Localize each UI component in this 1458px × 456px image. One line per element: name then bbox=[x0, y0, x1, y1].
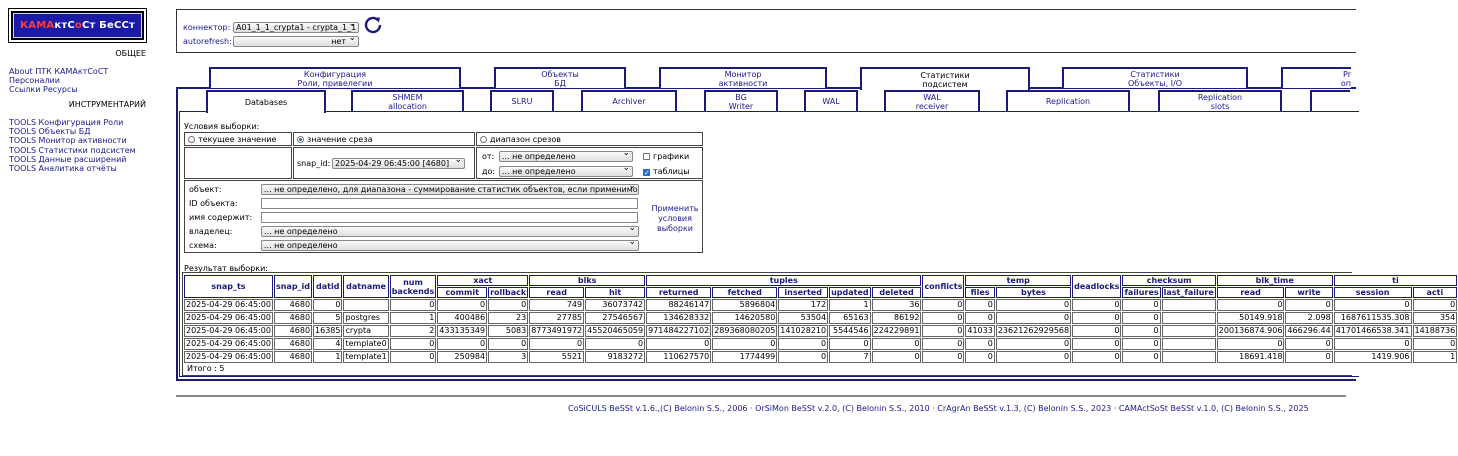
sidebar-link-about[interactable]: About ПТК КАМАктСоСТ bbox=[9, 67, 109, 76]
name-contains-label: имя содержит: bbox=[189, 213, 253, 222]
table-cell: 2025-04-29 06:45:00 bbox=[186, 300, 271, 309]
table-cell: 400486 bbox=[437, 312, 487, 324]
table-cell: 0 bbox=[1334, 299, 1412, 311]
table-cell: 0 bbox=[390, 338, 437, 350]
table-cell: 1 bbox=[1413, 351, 1458, 363]
tables-label: таблицы bbox=[653, 167, 690, 176]
table-cell: 0 bbox=[965, 299, 994, 311]
table-cell: 0 bbox=[922, 325, 964, 337]
table-cell: 0 bbox=[922, 299, 964, 311]
group-ti: ti bbox=[1334, 275, 1458, 286]
logo-text-1: КАМА bbox=[19, 20, 55, 31]
table-cell: 41701466538.341 bbox=[1335, 326, 1410, 335]
table-cell: 971484227102 bbox=[648, 326, 710, 335]
table-cell: 2025-04-29 06:45:00 bbox=[186, 352, 271, 361]
filters-box bbox=[184, 180, 703, 253]
table-cell: 354 bbox=[1413, 312, 1458, 324]
sidebar-heading-general: ОБЩЕЕ bbox=[115, 49, 146, 58]
table-cell: 0 bbox=[1122, 325, 1160, 337]
table-cell: 250984 bbox=[437, 351, 487, 363]
table-cell: 2025-04-29 06:45:00 bbox=[186, 339, 271, 348]
object-select[interactable]: ... не определено, для диапазона - суммирование статистик объектов, если применимо ⌄ bbox=[261, 184, 639, 195]
table-cell bbox=[343, 299, 388, 311]
table-cell: 0 bbox=[437, 299, 487, 311]
sidebar-heading-tools: ИНСТРУМЕНТАРИЙ bbox=[68, 100, 146, 109]
table-cell: 2.098 bbox=[1285, 312, 1332, 324]
table-cell bbox=[1162, 312, 1216, 324]
col-datname[interactable]: datname bbox=[343, 275, 388, 298]
tab-configuration[interactable]: Конфигурация Роли, привелегии bbox=[209, 67, 461, 88]
radio-range-icon[interactable] bbox=[480, 136, 487, 143]
table-cell: 0 bbox=[488, 299, 528, 311]
col-inserted[interactable]: inserted bbox=[778, 287, 828, 298]
tab-bg-writer[interactable]: BG Writer bbox=[704, 90, 778, 111]
table-cell: 4680 bbox=[274, 338, 312, 350]
table-cell: 0 bbox=[872, 338, 922, 350]
objid-input[interactable] bbox=[261, 198, 638, 209]
from-label: от: bbox=[482, 152, 495, 161]
object-label: объект: bbox=[189, 185, 222, 194]
table-cell: 36073742 bbox=[585, 299, 645, 311]
sidebar-general-links bbox=[9, 67, 169, 95]
snap-label: snap_id: bbox=[297, 159, 331, 168]
table-cell: 4680 bbox=[274, 299, 312, 311]
autorefresh-select[interactable]: нет ⌄ bbox=[233, 36, 359, 47]
col-blks-read[interactable]: read bbox=[529, 287, 584, 298]
table-cell: 27785 bbox=[529, 312, 584, 324]
tab-activity-monitor[interactable]: Монитор активности bbox=[659, 67, 827, 88]
table-cell bbox=[1162, 338, 1216, 350]
table-cell: template1 bbox=[345, 352, 387, 361]
conditions-title: Условия выборки: bbox=[184, 122, 260, 131]
owner-select[interactable]: ... не определено ⌄ bbox=[261, 226, 639, 237]
table-cell: 88246147 bbox=[646, 299, 711, 311]
table-cell: 0 bbox=[488, 338, 528, 350]
group-blks: blks bbox=[529, 275, 645, 286]
range-cell bbox=[476, 147, 703, 179]
table-cell: 4 bbox=[313, 338, 342, 350]
col-rollback[interactable]: rollback bbox=[490, 288, 527, 297]
table-cell: 4680 bbox=[274, 351, 312, 363]
radio-snapshot-icon[interactable] bbox=[297, 136, 304, 143]
table-cell: 0 bbox=[1122, 351, 1160, 363]
table-cell: 0 bbox=[390, 351, 437, 363]
group-tuples: tuples bbox=[646, 275, 921, 286]
sidebar-link-db-objects[interactable]: TOOLS Объекты БД bbox=[9, 127, 91, 137]
table-cell: 5521 bbox=[529, 351, 584, 363]
table-cell: 1774499 bbox=[712, 351, 777, 363]
tab-subsystem-stats[interactable]: Статистики подсистем bbox=[860, 67, 1030, 90]
sidebar-link-extension-data[interactable]: TOOLS Данные расширений bbox=[9, 154, 127, 164]
table-cell: postgres bbox=[343, 312, 388, 324]
sidebar-link-resources[interactable]: Ссылки Ресурсы bbox=[9, 85, 78, 95]
col-snap-ts[interactable]: snap_ts bbox=[184, 275, 273, 298]
tab-wal-receiver[interactable]: WAL receiver bbox=[884, 90, 980, 111]
connector-panel bbox=[176, 9, 1356, 53]
col-num-backends[interactable]: num backends bbox=[390, 275, 437, 298]
table-cell: 0 bbox=[965, 338, 994, 350]
table-cell: 8773491972 bbox=[531, 326, 583, 335]
table-cell: 433135349 bbox=[439, 326, 486, 335]
table-cell: 65163 bbox=[829, 312, 871, 324]
table-row bbox=[184, 338, 1457, 350]
to-label: до: bbox=[482, 167, 496, 176]
table-cell: 0 bbox=[313, 299, 342, 311]
app-logo[interactable] bbox=[9, 9, 146, 42]
table-cell: 0 bbox=[1122, 312, 1160, 324]
table-cell: 749 bbox=[529, 299, 584, 311]
table-cell: 0 bbox=[437, 338, 487, 350]
table-cell: 0 bbox=[778, 351, 828, 363]
table-cell: 45520465059 bbox=[587, 326, 644, 335]
table-cell: 5544546 bbox=[829, 325, 871, 337]
table-cell: 0 bbox=[1285, 351, 1332, 363]
table-cell: 0 bbox=[585, 338, 645, 350]
table-cell: 0 bbox=[712, 338, 777, 350]
radio-current-box[interactable] bbox=[184, 132, 292, 146]
autorefresh-label: autorefresh: bbox=[183, 37, 232, 46]
table-cell: 0 bbox=[996, 312, 1071, 324]
table-row bbox=[184, 312, 1457, 324]
table-row bbox=[184, 351, 1457, 363]
table-cell: 0 bbox=[965, 312, 994, 324]
table-cell: 1687611535.308 bbox=[1334, 312, 1412, 324]
table-row bbox=[184, 325, 1457, 337]
graphs-label: графики bbox=[653, 152, 690, 161]
sidebar-link-analytics-reports[interactable]: TOOLS Аналитика отчёты bbox=[9, 164, 117, 174]
table-cell: 23621262929568 bbox=[997, 326, 1070, 335]
table-cell: 1 bbox=[313, 351, 342, 363]
result-total: Итого : 5 bbox=[187, 364, 225, 373]
table-cell: 2025-04-29 06:45:00 bbox=[186, 313, 271, 322]
table-cell: 2025-04-29 06:45:00 bbox=[186, 326, 271, 335]
apply-conditions-button[interactable]: Применить условия выборки bbox=[651, 204, 699, 233]
col-temp-bytes[interactable]: bytes bbox=[996, 287, 1071, 298]
col-returned[interactable]: returned bbox=[646, 287, 711, 298]
tab-truncated[interactable] bbox=[1310, 90, 1350, 111]
table-cell: 0 bbox=[1122, 338, 1160, 350]
table-row bbox=[184, 299, 1457, 311]
from-select[interactable]: ... не определено ⌄ bbox=[499, 151, 633, 162]
table-cell: 1419.906 bbox=[1334, 351, 1412, 363]
tab-slru[interactable]: SLRU bbox=[490, 90, 554, 111]
table-cell: 200136874.906 bbox=[1218, 326, 1283, 335]
table-cell: 0 bbox=[646, 338, 711, 350]
table-cell: 2 bbox=[390, 325, 437, 337]
schema-label: схема: bbox=[189, 241, 217, 250]
sidebar-tools-links bbox=[9, 118, 169, 173]
table-cell: 7 bbox=[829, 351, 871, 363]
col-active[interactable]: acti bbox=[1413, 287, 1458, 298]
col-fetched[interactable]: fetched bbox=[712, 287, 777, 298]
table-cell: 14188736 bbox=[1414, 326, 1456, 335]
table-cell: 0 bbox=[872, 351, 922, 363]
table-cell: 0 bbox=[996, 338, 1071, 350]
to-select[interactable]: ... не определено ⌄ bbox=[499, 166, 633, 177]
table-cell bbox=[1162, 325, 1216, 337]
tab-replication-slots[interactable]: Replication slots bbox=[1158, 90, 1282, 111]
radio-snapshot-box[interactable] bbox=[293, 132, 475, 146]
col-deadlocks[interactable]: deadlocks bbox=[1072, 275, 1121, 298]
connector-select[interactable]: A01_1_1_crypta1 - crypta_1_1 ⌄ bbox=[233, 22, 359, 33]
footer-divider bbox=[176, 395, 1346, 397]
tab-pr-truncated[interactable]: Pr оп bbox=[1281, 67, 1351, 88]
col-temp-files[interactable]: files bbox=[965, 287, 994, 298]
refresh-icon[interactable] bbox=[362, 14, 384, 36]
table-cell: 4680 bbox=[274, 312, 312, 324]
table-cell: 0 bbox=[922, 338, 964, 350]
table-cell: 1 bbox=[390, 312, 437, 324]
table-cell: 0 bbox=[1285, 338, 1332, 350]
schema-select[interactable]: ... не определено ⌄ bbox=[261, 240, 639, 251]
tab-shmem-allocation[interactable]: SHMEM allocation bbox=[351, 90, 464, 111]
table-cell: template0 bbox=[345, 339, 387, 348]
table-cell: 50149.918 bbox=[1217, 312, 1285, 324]
table-cell: 36 bbox=[872, 299, 922, 311]
sidebar-link-persons[interactable]: Персоналии bbox=[9, 76, 60, 86]
col-datid[interactable]: datid bbox=[313, 275, 342, 298]
col-conflicts[interactable]: conflicts bbox=[922, 275, 964, 298]
radio-current-label: текущее значение bbox=[198, 135, 277, 144]
logo-text-3: о bbox=[74, 20, 82, 31]
sidebar-link-config-roles[interactable]: TOOLS Конфигурация Роли bbox=[9, 118, 124, 127]
tables-checkbox[interactable]: ✓ bbox=[644, 169, 650, 177]
tab-databases[interactable]: Databases bbox=[206, 90, 326, 113]
table-cell: 0 bbox=[778, 338, 828, 350]
result-table bbox=[183, 274, 1458, 364]
sidebar-link-activity-monitor[interactable]: TOOLS Монитор активности bbox=[9, 136, 127, 146]
objid-label: ID объекта: bbox=[189, 199, 238, 208]
table-cell: 172 bbox=[778, 299, 828, 311]
table-cell bbox=[1162, 351, 1216, 363]
col-snap-id[interactable]: snap_id bbox=[274, 275, 312, 298]
table-cell: 0 bbox=[1122, 299, 1160, 311]
sidebar-link-subsystem-stats[interactable]: TOOLS Статистики подсистем bbox=[9, 145, 136, 155]
snap-id-select[interactable]: 2025-04-29 06:45:00 [4680] ⌄ bbox=[332, 158, 465, 169]
table-cell: 4680 bbox=[274, 325, 312, 337]
table-cell: 1 bbox=[829, 299, 871, 311]
col-updated[interactable]: updated bbox=[831, 288, 869, 297]
table-cell: 0 bbox=[1072, 325, 1121, 337]
table-cell: 0 bbox=[965, 351, 994, 363]
logo-text-4: Ст БеССт bbox=[81, 20, 136, 31]
table-cell: 289368080205 bbox=[714, 326, 776, 335]
logo-text-2: ктС bbox=[54, 20, 75, 31]
col-blk-read-time[interactable]: read bbox=[1217, 287, 1285, 298]
table-cell: 141028210 bbox=[780, 326, 827, 335]
table-cell: 0 bbox=[390, 299, 437, 311]
result-title: Результат выборки: bbox=[184, 264, 268, 273]
table-cell: 110627570 bbox=[646, 351, 711, 363]
table-cell: crypta bbox=[343, 325, 388, 337]
table-cell: 5083 bbox=[488, 325, 528, 337]
table-cell: 0 bbox=[529, 338, 584, 350]
col-deleted[interactable]: deleted bbox=[872, 287, 922, 298]
table-cell: 5 bbox=[313, 312, 342, 324]
table-cell: 0 bbox=[996, 351, 1071, 363]
table-cell: 0 bbox=[1072, 338, 1121, 350]
table-cell: 14620580 bbox=[712, 312, 777, 324]
tab-replication[interactable]: Replication bbox=[1006, 90, 1130, 111]
radio-snapshot-label: значение среза bbox=[307, 135, 373, 144]
table-cell: 41033 bbox=[967, 326, 993, 335]
table-cell: 466296.44 bbox=[1287, 326, 1331, 335]
group-checksum: checksum bbox=[1122, 275, 1215, 286]
table-cell: 18691.418 bbox=[1217, 351, 1285, 363]
table-cell: 0 bbox=[1217, 299, 1285, 311]
col-last-failure[interactable]: last_failure bbox=[1163, 288, 1214, 297]
tab-db-objects[interactable]: Объекты БД bbox=[494, 67, 626, 88]
table-cell bbox=[1162, 299, 1216, 311]
table-cell: 0 bbox=[829, 338, 871, 350]
table-cell: 16385 bbox=[315, 326, 341, 335]
table-cell: 0 bbox=[1285, 299, 1332, 311]
table-cell: 0 bbox=[1413, 338, 1458, 350]
owner-label: владелец: bbox=[189, 227, 233, 236]
table-cell: 0 bbox=[1072, 312, 1121, 324]
table-cell: 134628332 bbox=[646, 312, 711, 324]
table-cell: 3 bbox=[488, 351, 528, 363]
col-commit[interactable]: commit bbox=[437, 287, 487, 298]
table-cell: 0 bbox=[922, 312, 964, 324]
table-cell: 0 bbox=[1072, 299, 1121, 311]
radio-range-box[interactable] bbox=[476, 132, 703, 146]
footer-credits: CoSiCULS BeSSt v.1.6.,(C) Belonin S.S., 2006 · OrSiMon BeSSt v.2.0, (C) Belonin S.S., 2010 · CrAgrAn BeSSt v.1.3, (C) Belonin S.S., 2023 · CAMActSoSt BeSSt v.1.0, (C) Belonin S.S., 2025 bbox=[568, 404, 1309, 413]
radio-current-icon[interactable] bbox=[188, 136, 195, 143]
table-cell: 0 bbox=[1413, 299, 1458, 311]
table-cell: 9183272 bbox=[585, 351, 645, 363]
table-cell: 0 bbox=[922, 351, 964, 363]
table-cell: 224229891 bbox=[873, 326, 920, 335]
name-contains-input[interactable] bbox=[261, 212, 638, 223]
snapshot-cell bbox=[293, 147, 475, 179]
table-cell: 27546567 bbox=[585, 312, 645, 324]
table-cell: 23 bbox=[488, 312, 528, 324]
col-blk-write-time[interactable]: write bbox=[1285, 287, 1332, 298]
table-cell: 0 bbox=[1334, 338, 1412, 350]
col-failures[interactable]: failures bbox=[1124, 288, 1159, 297]
radio-range-label: диапазон срезов bbox=[490, 135, 561, 144]
col-blks-hit[interactable]: hit bbox=[585, 287, 645, 298]
table-cell: 0 bbox=[1217, 338, 1285, 350]
table-cell: 0 bbox=[1072, 351, 1121, 363]
table-cell: 86192 bbox=[872, 312, 922, 324]
empty-cell bbox=[184, 147, 292, 179]
graphs-checkbox[interactable] bbox=[643, 153, 650, 160]
table-cell: 53504 bbox=[778, 312, 828, 324]
group-temp: temp bbox=[965, 275, 1071, 286]
tab-archiver[interactable]: Archiver bbox=[581, 90, 677, 111]
tab-object-stats-io[interactable]: Статистики Объекты, I/O bbox=[1062, 67, 1248, 88]
col-session[interactable]: session bbox=[1334, 287, 1412, 298]
tab-wal[interactable]: WAL bbox=[804, 90, 858, 111]
table-cell: 5896804 bbox=[712, 299, 777, 311]
table-cell: 0 bbox=[996, 299, 1071, 311]
connector-label: коннектор: bbox=[183, 23, 231, 32]
group-blk-time: blk_time bbox=[1217, 275, 1333, 286]
group-xact: xact bbox=[437, 275, 528, 286]
